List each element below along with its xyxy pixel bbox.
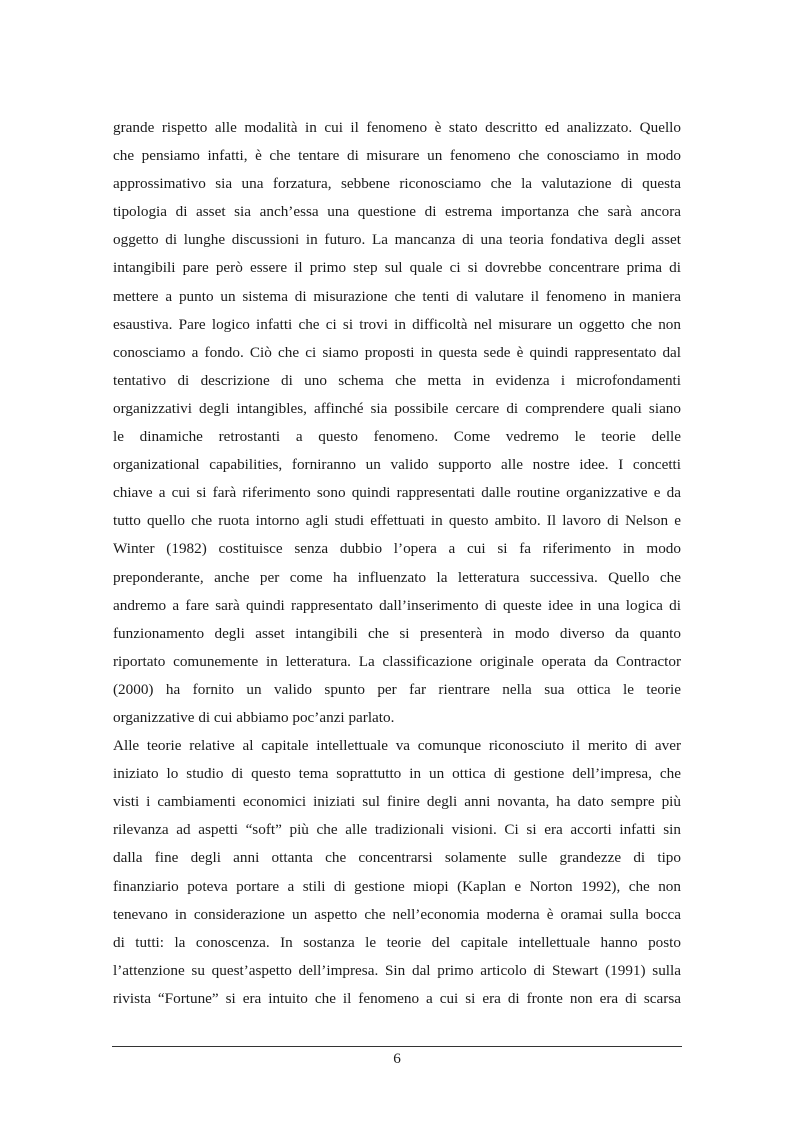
text-line: oggetto di lunghe discussioni in futuro. La mancanza di una teoria fondativa degli asset [113, 231, 681, 249]
text-line: tentativo di descrizione di uno schema che metta in evidenza i microfondamenti [113, 371, 681, 389]
text-line: mettere a punto un sistema di misurazione che tenti di valutare il fenomeno in maniera [113, 287, 681, 305]
text-line: organizzativi degli intangibles, affinché sia possibile cercare di comprendere quali siano [113, 399, 681, 417]
text-line: organizational capabilities, forniranno un valido supporto alle nostre idee. I concetti [113, 456, 681, 474]
text-line: riportato comunemente in letteratura. La classificazione originale operata da Contractor [113, 652, 681, 670]
text-line: finanziario poteva portare a stili di gestione miopi (Kaplan e Norton 1992), che non [113, 877, 681, 895]
body-text [113, 114, 681, 1013]
text-line: (2000) ha fornito un valido spunto per far rientrare nella sua ottica le teorie [113, 680, 681, 698]
text-line: Alle teorie relative al capitale intellettuale va comunque riconosciuto il merito di aver [113, 737, 681, 755]
text-line: di tutti: la conoscenza. In sostanza le teorie del capitale intellettuale hanno posto [113, 933, 681, 951]
text-line: tenevano in considerazione un aspetto che nell’economia moderna è oramai sulla bocca [113, 905, 681, 923]
text-line: Winter (1982) costituisce senza dubbio l’opera a cui si fa riferimento in modo [113, 540, 681, 558]
text-line: l’attenzione su quest’aspetto dell’impresa. Sin dal primo articolo di Stewart (1991) sulla [113, 961, 681, 979]
text-line: intangibili pare però essere il primo step sul quale ci si dovrebbe concentrare prima di [113, 259, 681, 277]
text-line: che pensiamo infatti, è che tentare di misurare un fenomeno che conosciamo in modo [113, 147, 681, 165]
text-line: approssimativo sia una forzatura, sebbene riconosciamo che la valutazione di questa [113, 175, 681, 193]
text-line: tipologia di asset sia anch’essa una questione di estrema importanza che sarà ancora [113, 203, 681, 221]
text-line: organizzative di cui abbiamo poc’anzi parlato. [113, 708, 395, 726]
footer-divider [112, 1046, 682, 1047]
text-line: visti i cambiamenti economici iniziati sul finire degli anni novanta, ha dato sempre più [113, 793, 681, 811]
page-number: 6 [393, 1050, 401, 1067]
text-line: tutto quello che ruota intorno agli studi effettuati in questo ambito. Il lavoro di Nelson e [113, 512, 681, 530]
text-line: esaustiva. Pare logico infatti che ci si trovi in difficoltà nel misurare un oggetto che non [113, 315, 681, 333]
text-line: chiave a cui si farà riferimento sono quindi rappresentati dalle routine organizzative e da [113, 484, 681, 502]
text-line: preponderante, anche per come ha influenzato la letteratura successiva. Quello che [113, 568, 681, 586]
text-line: grande rispetto alle modalità in cui il fenomeno è stato descritto ed analizzato. Quello [113, 119, 681, 136]
text-line: rivista “Fortune” si era intuito che il fenomeno a cui si era di fronte non era di scarsa [113, 989, 681, 1007]
text-line: iniziato lo studio di questo tema soprattutto in un ottica di gestione dell’impresa, che [113, 765, 681, 783]
text-line: rilevanza ad aspetti “soft” più che alle tradizionali visioni. Ci si era accorti infatti sin [113, 821, 681, 839]
text-line: conosciamo a fondo. Ciò che ci siamo proposti in questa sede è quindi rappresentato dal [113, 343, 681, 361]
text-line: dalla fine degli anni ottanta che concentrarsi solamente sulle grandezze di tipo [113, 849, 681, 867]
text-line: le dinamiche retrostanti a questo fenomeno. Come vedremo le teorie delle [113, 428, 681, 446]
text-line: andremo a fare sarà quindi rappresentato dall’inserimento di queste idee in una logica di [113, 596, 681, 614]
text-line: funzionamento degli asset intangibili che si presenterà in modo diverso da quanto [113, 624, 681, 642]
